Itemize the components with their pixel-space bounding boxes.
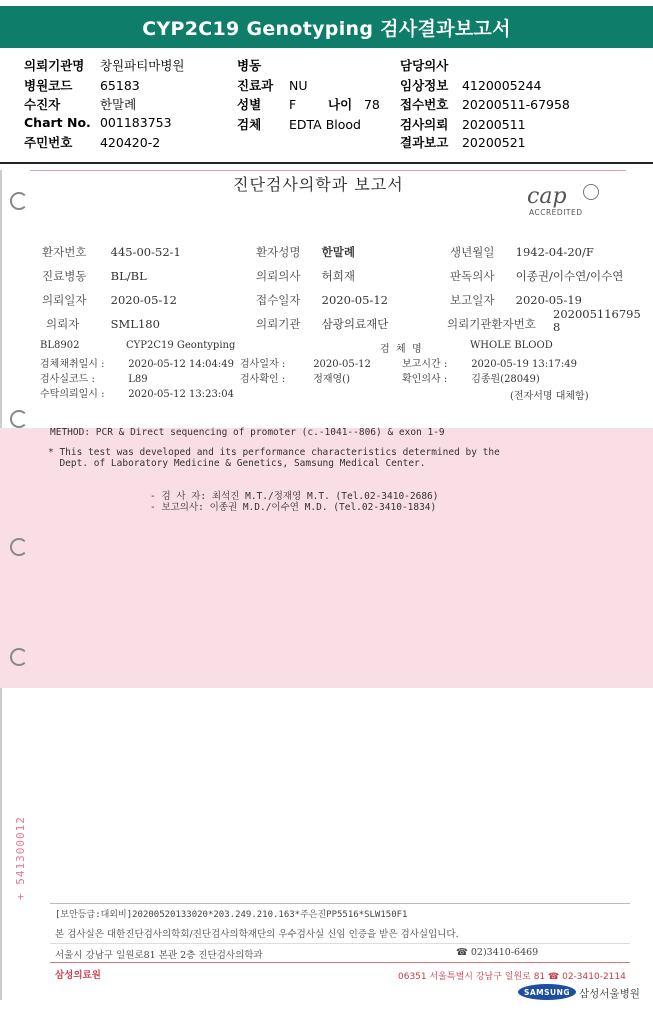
- detail-report-time: 보고시간 : 2020-05-19 13:17:49: [402, 359, 577, 370]
- field-ordering-doctor: 의뢰의사 허희재: [256, 269, 355, 283]
- detail-test-confirm: 검사확인 : 정재영(): [240, 374, 350, 385]
- header-field-sex: 성별 F: [237, 97, 297, 112]
- note-line-2: Dept. of Laboratory Medicine & Genetics, Samsung Medical Center.: [48, 458, 426, 469]
- footer-top-rule: [50, 903, 630, 904]
- binder-hole-1-icon: [10, 192, 28, 210]
- detail-confirm-doctor: 확인의사 : 김종원(28049): [402, 374, 540, 385]
- hospital-name: 삼성서울병원: [579, 988, 640, 1000]
- binder-hole-3-icon: [10, 538, 28, 556]
- samsung-logo: SAMSUNG: [518, 984, 576, 1000]
- header-field-patient-name: 수진자 한말례: [24, 97, 137, 112]
- header-field-hospital-code: 병원코드 65183: [24, 78, 140, 93]
- field-receipt-date: 접수일자 2020-05-12: [256, 293, 388, 307]
- certification-line: 본 검사실은 대한진단검사의학회/진단검사의학재단의 우수검사실 신임 인증을 받은 검사실입니다.: [55, 929, 459, 940]
- note-line-1: * This test was developed and its performance characteristics determined by the: [48, 447, 500, 458]
- field-institution-patient-no-value: 202005116795 8: [553, 307, 641, 334]
- lab-report-title: 진단검사의학과 보고서: [233, 175, 404, 194]
- lab-phone: ☎ 02)3410-6469: [456, 947, 539, 958]
- field-patient-no: 환자번호 445-00-52-1: [42, 245, 181, 259]
- field-requesting-institution: 의뢰기관 삼광의료재단: [256, 317, 389, 331]
- tester-line: - 검 사 자: 최석진 M.T./정재영 M.T. (Tel.02-3410-2686): [150, 491, 439, 502]
- reporter-line: - 보고의사: 이종권 M.D./이수연 M.D. (Tel.02-3410-1834): [150, 502, 437, 513]
- report-top-rule: [30, 170, 626, 171]
- binder-hole-4-icon: [10, 648, 28, 666]
- field-reading-doctor: 판독의사 이종권/이수연/이수연: [450, 269, 624, 283]
- header-field-resident-no: 주민번호 420420-2: [24, 135, 161, 150]
- footer-red-rule: [50, 962, 630, 963]
- header-field-chart-no: Chart No. 001183753: [24, 115, 172, 130]
- report-title-bar: [0, 6, 653, 48]
- hospital-red-address: 06351 서울특별시 강남구 일원로 81 ☎ 02-3410-2114: [398, 972, 626, 982]
- test-name: CYP2C19 Geontyping: [126, 340, 236, 351]
- cap-check-icon: [583, 184, 599, 200]
- detail-lab-code: 검사실코드 : L89: [40, 374, 148, 385]
- medical-center-name: 삼성의료원: [55, 970, 101, 981]
- header-field-hospital-name: 의뢰기관명 창원파티마병원: [24, 58, 185, 73]
- field-institution-patient-no: 의뢰기관환자번호: [447, 317, 536, 331]
- lab-address: 서울시 강남구 일원로81 본관 2층 진단검사의학과: [55, 950, 263, 961]
- field-request-date: 의뢰일자 2020-05-12: [42, 293, 177, 307]
- vertical-barcode-text: + 541300012: [14, 816, 27, 900]
- method-line: METHOD: PCR & Direct sequencing of promoter (c.-1041--806) & exon 1-9: [50, 427, 445, 438]
- field-report-date: 보고일자 2020-05-19: [450, 293, 582, 307]
- specimen-value: WHOLE BLOOD: [470, 340, 553, 351]
- field-patient-name: 환자성명 한말례: [256, 245, 355, 259]
- security-line: [보안등급:대외비]20200520133020*203.249.210.163*주은진PP5516*SLW150F1: [55, 910, 408, 920]
- cap-accredited-logo: cap ACCREDITED: [525, 182, 605, 222]
- header-field-ward: 병동: [237, 58, 262, 73]
- detail-consign-time: 수탁의뢰일시 : 2020-05-12 13:23:04: [40, 389, 234, 400]
- header-divider: [0, 162, 653, 164]
- header-field-department: 진료과 NU: [237, 78, 308, 93]
- detail-e-signature-note: (전자서명 대체함): [510, 391, 589, 402]
- test-code: BL8902: [40, 340, 80, 351]
- report-title: CYP2C19 Genotyping 검사결과보고서: [142, 17, 511, 40]
- binder-hole-2-icon: [10, 410, 28, 428]
- header-field-report-date: 결과보고 20200521: [400, 135, 526, 150]
- footer-mid-rule: [50, 943, 630, 944]
- header-field-receipt-no: 접수번호 20200511-67958: [400, 97, 570, 112]
- detail-collection-time: 검체채취일시 : 2020-05-12 14:04:49: [40, 359, 234, 370]
- specimen-label: 검 체 명: [380, 344, 422, 355]
- header-field-doctor: 담당의사: [400, 58, 449, 73]
- field-requester: 의뢰자 SML180: [46, 317, 160, 331]
- detail-test-date: 검사일자 : 2020-05-12: [240, 359, 371, 370]
- header-field-clinical-info: 임상정보 4120005244: [400, 78, 542, 93]
- field-ward: 진료병동 BL/BL: [42, 269, 147, 283]
- header-field-age: 나이 78: [328, 97, 380, 112]
- field-birth-date: 생년월일 1942-04-20/F: [450, 245, 594, 259]
- header-field-request-date: 검사의뢰 20200511: [400, 117, 526, 132]
- header-field-specimen: 검체 EDTA Blood: [237, 117, 361, 132]
